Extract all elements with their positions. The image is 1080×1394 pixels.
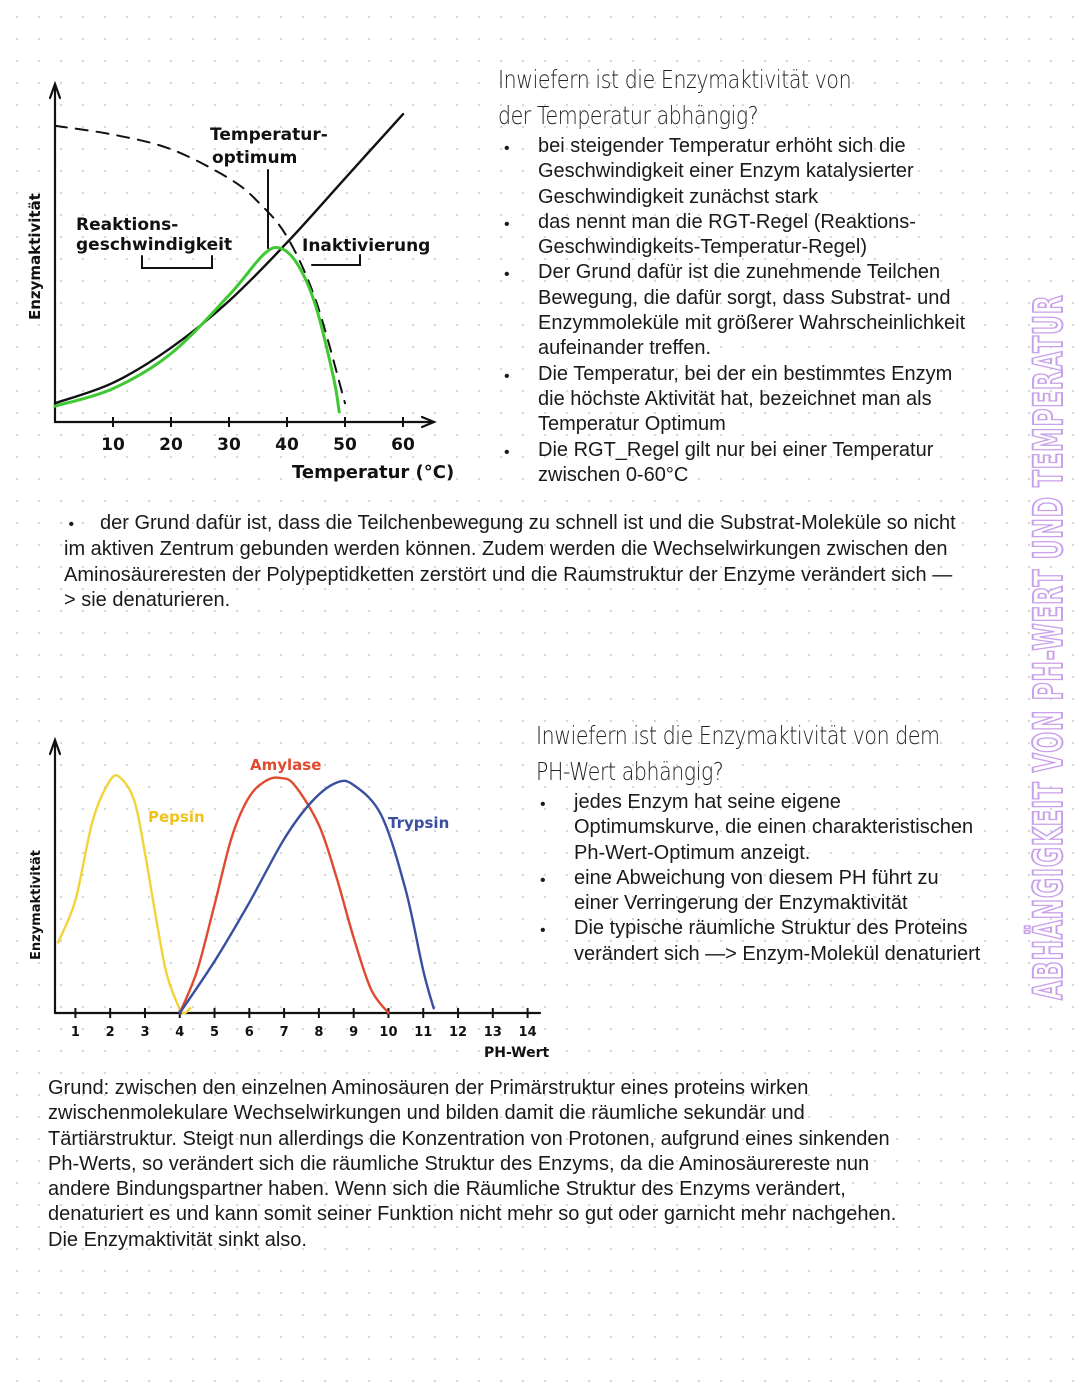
x-tick-label: 8 (314, 1025, 324, 1040)
annotation-reaktion-line2: geschwindigkeit (76, 235, 233, 255)
series-amylase (180, 778, 389, 1013)
x-tick-label: 7 (279, 1025, 289, 1040)
list-item: • Die RGT_Regel gilt nur bei einer Temperatur zwischen 0-60°C (500, 438, 970, 489)
x-tick-label: 11 (414, 1025, 433, 1040)
x-tick-label: 9 (349, 1025, 359, 1040)
x-tick-label: 5 (210, 1025, 220, 1040)
series-inaktivierung (55, 126, 345, 403)
list-item: • Die typische räumliche Struktur des Proteins verändert sich —> Enzym-Molekül denaturiert (536, 916, 986, 967)
list-item: • bei steigender Temperatur erhöht sich die Geschwindigkeit einer Enzym katalysierter Geschwindigkeit zunächst stark (500, 134, 970, 210)
ph-chart (0, 730, 560, 1070)
temperature-paragraph: • der Grund dafür ist, dass die Teilchenbewegung zu schnell ist und die Substrat-Moleküle so nicht im aktiven Zentrum gebunden werden können. Zudem werden die Wechselwirkungen zwischen den Aminosäureresten der Polypeptidketten zerstört und die Raumstruktur der Enzyme verändert sich —> sie denaturieren. (64, 512, 956, 611)
x-tick-labels (71, 1025, 537, 1040)
sidebar-title: ABHÄNGIGKEIT VON PH-WERT UND TEMPERATUR (1026, 294, 1072, 1000)
x-tick-label: 20 (159, 435, 183, 455)
y-axis-label: Enzymaktivität (26, 193, 44, 320)
x-tick-labels (101, 435, 415, 455)
series-group (58, 775, 434, 1013)
x-tick-label: 10 (379, 1025, 398, 1040)
legend-trypsin: Trypsin (388, 814, 450, 832)
x-tick-label: 40 (275, 435, 299, 455)
x-tick-label: 10 (101, 435, 125, 455)
series-enzymaktivitaet (55, 247, 339, 412)
legend-pepsin: Pepsin (148, 808, 205, 826)
x-tick-label: 4 (175, 1025, 185, 1040)
annotation-optimum-line2: optimum (212, 148, 298, 168)
list-item: • jedes Enzym hat seine eigene Optimumskurve, die einen charakteristischen Ph-Wert-Optimum anzeigt. (536, 790, 986, 866)
legend-amylase: Amylase (250, 756, 322, 774)
annotation-reaktion-line1: Reaktions- (76, 215, 179, 235)
temperature-chart (0, 60, 470, 500)
list-item: • das nennt man die RGT-Regel (Reaktions-Geschwindigkeits-Temperatur-Regel) (500, 210, 970, 261)
question-ph: Inwiefern ist die Enzymaktivität von dem PH-Wert abhängig? (536, 721, 940, 786)
x-tick-label: 60 (391, 435, 415, 455)
list-item: • Der Grund dafür ist die zunehmende Teilchen Bewegung, die dafür sorgt, dass Substrat- und Enzymmoleküle mit größerer Wahrscheinlichkeit aufeinander treffen. (500, 260, 970, 361)
x-tick-label: 6 (244, 1025, 254, 1040)
x-tick-label: 50 (333, 435, 357, 455)
x-tick-label: 3 (140, 1025, 150, 1040)
x-tick-label: 30 (217, 435, 241, 455)
x-tick-label: 2 (105, 1025, 115, 1040)
x-tick-label: 13 (483, 1025, 502, 1040)
annotation-optimum-line1: Temperatur- (210, 125, 328, 145)
x-tick-label: 14 (518, 1025, 537, 1040)
question-temperature: Inwiefern ist die Enzymaktivität von der Temperatur abhängig? (498, 65, 852, 130)
list-item: • Die Temperatur, bei der ein bestimmtes Enzym die höchste Aktivität hat, bezeichnet man als Temperatur Optimum (500, 362, 970, 438)
annotation-inaktivierung: Inaktivierung (302, 236, 431, 256)
x-tick-label: 1 (70, 1025, 80, 1040)
bracket-reaktion (142, 256, 212, 268)
x-tick-label: 12 (448, 1025, 468, 1040)
xlabel: PH-Wert (484, 1045, 550, 1061)
ph-paragraph: Grund: zwischen den einzelnen Aminosäuren der Primärstruktur eines proteins wirken zwischenmolekulare Wechselwirkungen und bilden damit die räumliche sekundär und Tärtiärstruktur. Steigt nun allerdings die Konzentration von Protonen, aufgrund eines sinkenden Ph-Werts, so verändert sich die räumliche Struktur des Enzyms, da die Aminosäurereste nun andere Bindungspartner haben. Wenn sich die Räumliche Struktur des Enzyms verändert, denaturiert es und kann somit seiner Funktion nicht mehr so gut oder garnicht mehr nachgehen. Die Enzymaktivität sinkt also. (48, 1077, 897, 1251)
ph-bullets (536, 790, 986, 967)
y-axis-label: Enzymaktivität (29, 850, 44, 960)
temperature-bullets (500, 134, 970, 488)
list-item: • eine Abweichung von diesem PH führt zu einer Verringerung der Enzymaktivität (536, 866, 986, 917)
xlabel: Temperatur (°C) (292, 462, 455, 483)
bracket-inaktivierung (312, 255, 360, 265)
